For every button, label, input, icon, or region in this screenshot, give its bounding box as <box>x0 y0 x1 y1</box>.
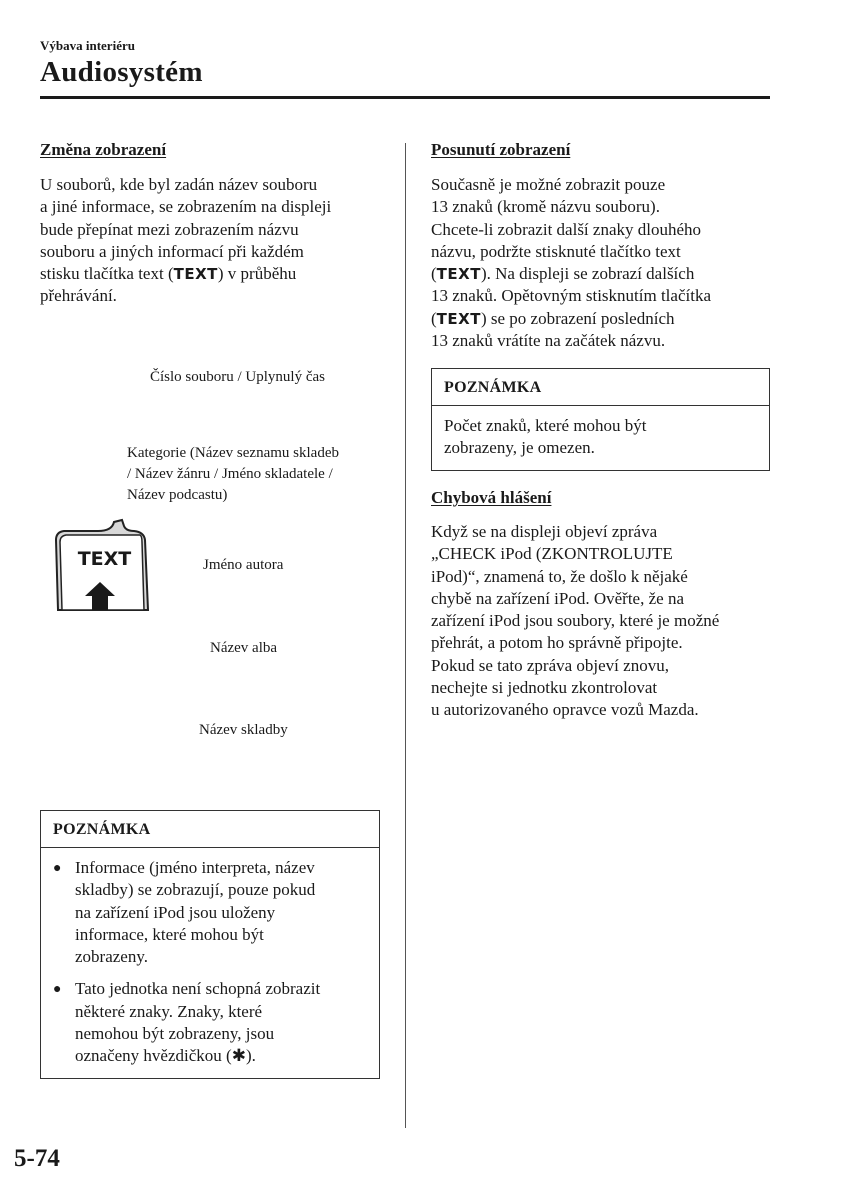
diagram-label-album: Název alba <box>210 640 278 656</box>
text-line: informace, které mohou být <box>75 924 264 944</box>
text-line: nemohou být zobrazeny, jsou <box>75 1024 275 1044</box>
text-line: přehrát, a potom ho správně připojte. <box>431 633 683 653</box>
page-title: Audiosystém <box>40 56 203 88</box>
text-segment: ) v průběhu <box>217 264 297 284</box>
text-button-illustration <box>52 518 157 616</box>
column-divider <box>405 143 406 1128</box>
text-line: bude přepínat mezi zobrazením názvu <box>40 219 299 239</box>
text-segment: stisku tlačítka text ( <box>40 264 174 284</box>
heading-display-change: Změna zobrazení <box>40 140 167 159</box>
text-line: / Název žánru / Jméno skladatele / <box>127 466 333 482</box>
text-line: u autorizovaného opravce vozů Mazda. <box>431 700 699 720</box>
text-line: Kategorie (Název seznamu skladeb <box>127 445 339 461</box>
note-box-right <box>431 368 770 471</box>
note-bullet-item <box>53 978 367 1067</box>
note-bullet-item <box>53 857 367 968</box>
text-line: U souborů, kde byl zadán název souboru <box>40 175 318 194</box>
text-segment: ) se po zobrazení posledních <box>480 308 675 328</box>
text-line: a jiné informace, se zobrazením na displeji <box>40 197 332 217</box>
text-line: Počet znaků, které mohou být <box>444 416 647 435</box>
text-line: Tato jednotka není schopná zobrazit <box>75 979 321 999</box>
text-line <box>431 263 776 285</box>
text-key-symbol: TEXT <box>173 265 218 284</box>
note-body <box>432 406 769 470</box>
text-line: nechejte si jednotku zkontrolovat <box>431 678 658 698</box>
text-line: Informace (jméno interpreta, název <box>75 858 315 877</box>
note-title: POZNÁMKA <box>432 369 769 406</box>
bullet-text <box>75 857 367 968</box>
text-segment: ). Na displeji se zobrazí dalších <box>480 264 695 284</box>
diagram-label-track: Název skladby <box>199 722 288 738</box>
heading-display-scroll: Posunutí zobrazení <box>431 140 571 159</box>
text-line: 13 znaků. Opětovným stisknutím tlačítka <box>431 286 711 306</box>
text-line: přehrávání. <box>40 286 117 306</box>
text-line: Chcete-li zobrazit další znaky dlouhého <box>431 219 702 239</box>
text-line: zobrazeny. <box>75 947 148 967</box>
text-key-symbol: TEXT <box>436 309 481 328</box>
text-segment: ). <box>245 1046 256 1066</box>
paragraph-display-change <box>40 174 390 308</box>
bullet-icon: ● <box>53 861 62 876</box>
text-line: chybě na zařízení iPod. Ověřte, že na <box>431 588 684 608</box>
paragraph-display-scroll <box>431 174 776 352</box>
heading-error-messages: Chybová hlášení <box>431 488 552 507</box>
text-line <box>75 1045 367 1067</box>
text-line: souboru a jiných informací při každém <box>40 241 304 261</box>
text-line: na zařízení iPod jsou uloženy <box>75 902 276 922</box>
text-line: zařízení iPod jsou soubory, které je možné <box>431 611 720 631</box>
diagram-label-artist: Jméno autora <box>203 557 284 573</box>
text-line: některé znaky. Znaky, které <box>75 1001 263 1021</box>
note-body <box>41 848 379 1078</box>
page-number: 5-74 <box>14 1145 60 1172</box>
text-line <box>431 308 776 330</box>
text-line: názvu, podržte stisknuté tlačítko text <box>431 241 681 261</box>
asterisk-icon: ✱ <box>231 1046 246 1067</box>
text-segment: ( <box>431 308 437 328</box>
text-line <box>40 263 390 285</box>
title-rule <box>40 96 770 99</box>
note-box-left <box>40 810 380 1079</box>
text-line: „CHECK iPod (ZKONTROLUJTE <box>431 544 673 564</box>
text-line: Pokud se tato zpráva objeví znovu, <box>431 655 669 675</box>
text-line: 13 znaků (kromě názvu souboru). <box>431 197 660 217</box>
text-key-symbol: TEXT <box>436 265 481 284</box>
text-line: zobrazeny, je omezen. <box>444 438 595 458</box>
text-line: iPod)“, znamená to, že došlo k nějaké <box>431 566 688 586</box>
text-line: 13 znaků vrátíte na začátek názvu. <box>431 331 666 351</box>
section-label: Výbava interiéru <box>40 38 135 53</box>
text-segment: ( <box>431 264 437 284</box>
text-button-label: TEXT <box>77 548 132 570</box>
bullet-icon: ● <box>53 982 62 998</box>
diagram-label-category <box>127 443 387 506</box>
bullet-text <box>75 978 367 1067</box>
diagram-label-file-number: Číslo souboru / Uplynulý čas <box>150 369 325 385</box>
text-segment: označeny hvězdičkou ( <box>75 1046 232 1066</box>
text-line: skladby) se zobrazují, pouze pokud <box>75 880 316 900</box>
text-line: Když se na displeji objeví zpráva <box>431 522 658 541</box>
paragraph-error-messages <box>431 521 776 722</box>
text-line: Název podcastu) <box>127 487 228 503</box>
text-line: Současně je možné zobrazit pouze <box>431 175 666 194</box>
note-title: POZNÁMKA <box>41 811 379 848</box>
